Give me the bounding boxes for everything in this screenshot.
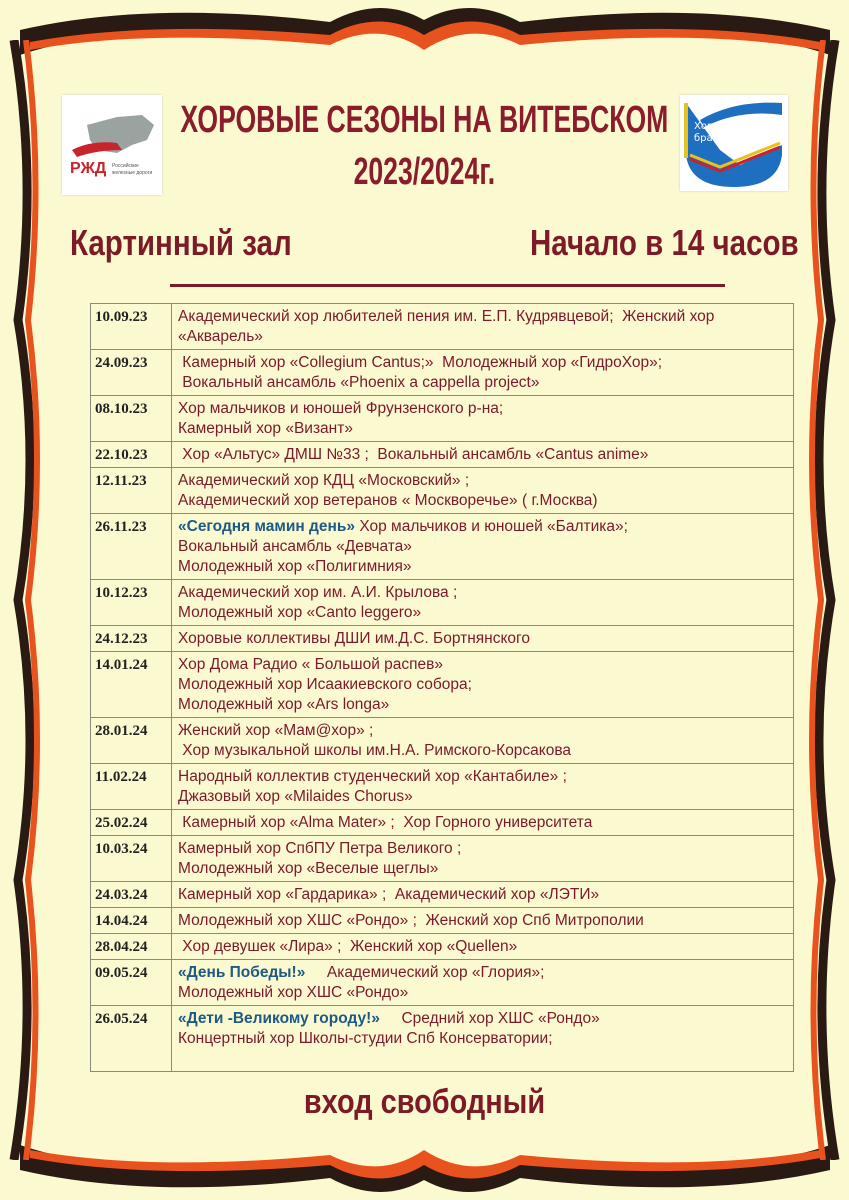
performer-text: Камерный хор СпбПУ Петра Великого ; [178,840,462,857]
performer-text: Хор девушек «Лира» ; Женский хор «Quellen» [178,938,518,955]
performer-line [178,911,787,931]
performer-line [178,1009,787,1029]
performers [172,442,794,468]
start-time: Начало в 14 часов [530,222,799,263]
concert-date: 09.05.24 [91,960,172,1006]
performers [172,718,794,764]
season-year: 2023/2024г. [353,151,496,193]
performer-line [178,603,787,623]
performer-line [178,721,787,741]
concert-date: 11.02.24 [91,764,172,810]
concert-schedule-table [90,303,794,1072]
performer-line [178,885,787,905]
performer-text: Камерный хор «Гардарика» ; Академический хор «ЛЭТИ» [178,886,600,903]
performer-text: Молодежный хор «Ars longa» [178,696,390,713]
performer-line [178,537,787,557]
performer-text: Джазовый хор «Milaides Chorus» [178,788,413,805]
concert-date: 26.05.24 [91,1006,172,1072]
concert-date: 10.12.23 [91,580,172,626]
performer-line [178,1049,787,1069]
concert-date: 26.11.23 [91,514,172,580]
concert-date: 24.12.23 [91,626,172,652]
schedule-row [91,960,794,1006]
performers [172,1006,794,1072]
concert-date: 28.01.24 [91,718,172,764]
schedule-row [91,718,794,764]
performer-text: Молодежный хор «Полигимния» [178,558,412,575]
performers [172,810,794,836]
concert-date: 14.04.24 [91,908,172,934]
performers [172,626,794,652]
schedule-row [91,350,794,396]
performer-text: Хор мальчиков и юношей Фрунзенского р-на; [178,400,504,417]
performer-line [178,419,787,439]
performer-line [178,583,787,603]
performer-line [178,517,787,537]
performer-text: Академический хор ветеранов « Москворечье» ( г.Москва) [178,492,598,509]
performers [172,580,794,626]
poster-title: ХОРОВЫЕ СЕЗОНЫ НА ВИТЕБСКОМ [180,99,669,141]
concert-date: 28.04.24 [91,934,172,960]
concert-date: 08.10.23 [91,396,172,442]
schedule-row [91,882,794,908]
performer-line [178,859,787,879]
performers [172,652,794,718]
performer-text: Хор «Альтус» ДМШ №33 ; Вокальный ансамбль «Cantus anime» [178,446,649,463]
performer-line [178,963,787,983]
performer-text: Народный коллектив студенческий хор «Кантабиле» ; [178,768,567,785]
svg-text:железные дороги: железные дороги [112,170,153,176]
performer-line [178,471,787,491]
schedule-row [91,934,794,960]
concert-date: 22.10.23 [91,442,172,468]
performers [172,514,794,580]
performer-text: Хоровые коллективы ДШИ им.Д.С. Бортнянского [178,630,530,647]
performer-text: Молодежный хор ХШС «Рондо» ; Женский хор Спб Митрополии [178,912,644,929]
performer-text: Камерный хор «Alma Mater» ; Хор Горного университета [178,814,593,831]
performer-line [178,655,787,675]
performer-line [178,445,787,465]
performer-text: Академический хор «Глория»; [305,964,545,981]
performer-text: «Акварель» [178,328,263,345]
performer-line [178,983,787,1003]
performer-line [178,695,787,715]
performer-line [178,353,787,373]
free-entry-note: вход свободный [303,1083,546,1121]
performer-text: Молодежный хор Исаакиевского собора; [178,676,472,693]
svg-text:братство: братство [694,133,742,144]
performer-line [178,491,787,511]
concert-date: 12.11.23 [91,468,172,514]
performers [172,934,794,960]
schedule-row [91,836,794,882]
performer-line [178,767,787,787]
event-theme: «Дети -Великому городу!» [178,1010,380,1027]
svg-text:РЖД: РЖД [70,160,107,177]
performer-line [178,741,787,761]
performers [172,882,794,908]
performer-line [178,937,787,957]
performer-text: Хор Дома Радио « Большой распев» [178,656,444,673]
performers [172,764,794,810]
performers [172,836,794,882]
performers [172,396,794,442]
schedule-row [91,304,794,350]
performer-text: Академический хор любителей пения им. Е.П. Кудрявцевой; Женский хор [178,308,715,325]
concert-date: 10.03.24 [91,836,172,882]
performer-text: Молодежный хор «Canto leggero» [178,604,422,621]
ornamental-frame-right [801,40,841,1160]
ornamental-frame-left [8,40,48,1160]
performer-line [178,557,787,577]
schedule-row [91,468,794,514]
schedule-row [91,580,794,626]
performer-text: Академический хор им. А.И. Крылова ; [178,584,458,601]
venue: Картинный зал [70,222,292,263]
ornamental-frame-bottom [0,1130,849,1200]
divider [170,284,725,287]
performer-text: Средний хор ХШС «Рондо» [379,1010,600,1027]
performer-line [178,1029,787,1049]
schedule-row [91,1006,794,1072]
performer-text: Концертный хор Школы-студии Спб Консерватории; [178,1030,553,1047]
concert-date: 10.09.23 [91,304,172,350]
schedule-row [91,810,794,836]
svg-text:Российские: Российские [112,163,139,169]
performer-text: Вокальный ансамбль «Девчата» [178,538,412,555]
performer-line [178,629,787,649]
event-theme: «Сегодня мамин день» [178,518,356,535]
performer-text: Академический хор КДЦ «Московский» ; [178,472,470,489]
svg-text:Хоровое: Хоровое [694,121,738,132]
concert-date: 24.03.24 [91,882,172,908]
performers [172,468,794,514]
concert-date: 14.01.24 [91,652,172,718]
performer-line [178,839,787,859]
ornamental-frame-top [0,0,849,70]
performer-text: Молодежный хор «Веселые щеглы» [178,860,439,877]
schedule-row [91,396,794,442]
performer-text: Хор мальчиков и юношей «Балтика»; [355,518,628,535]
schedule-row [91,652,794,718]
schedule-row [91,626,794,652]
concert-date: 25.02.24 [91,810,172,836]
schedule-row [91,764,794,810]
performers [172,908,794,934]
performer-line [178,307,787,327]
performers [172,350,794,396]
performer-text: Камерный хор «Collegium Cantus;» Молодежный хор «ГидроХор»; [178,354,663,371]
performer-line [178,327,787,347]
performer-text: Молодежный хор ХШС «Рондо» [178,984,409,1001]
performer-line [178,675,787,695]
performer-text: Камерный хор «Визант» [178,420,353,437]
performers [172,304,794,350]
performer-line [178,813,787,833]
concert-date: 24.09.23 [91,350,172,396]
schedule-row [91,514,794,580]
performer-text: Женский хор «Мам@хор» ; [178,722,374,739]
event-theme: «День Победы!» [178,964,306,981]
performer-text: Хор музыкальной школы им.Н.А. Римского-Корсакова [178,742,572,759]
performer-line [178,373,787,393]
performers [172,960,794,1006]
performer-text [178,1050,182,1067]
performer-text: Вокальный ансамбль «Phoenix a cappella project» [178,374,540,391]
performer-line [178,399,787,419]
schedule-row [91,442,794,468]
performer-line [178,787,787,807]
schedule-row [91,908,794,934]
